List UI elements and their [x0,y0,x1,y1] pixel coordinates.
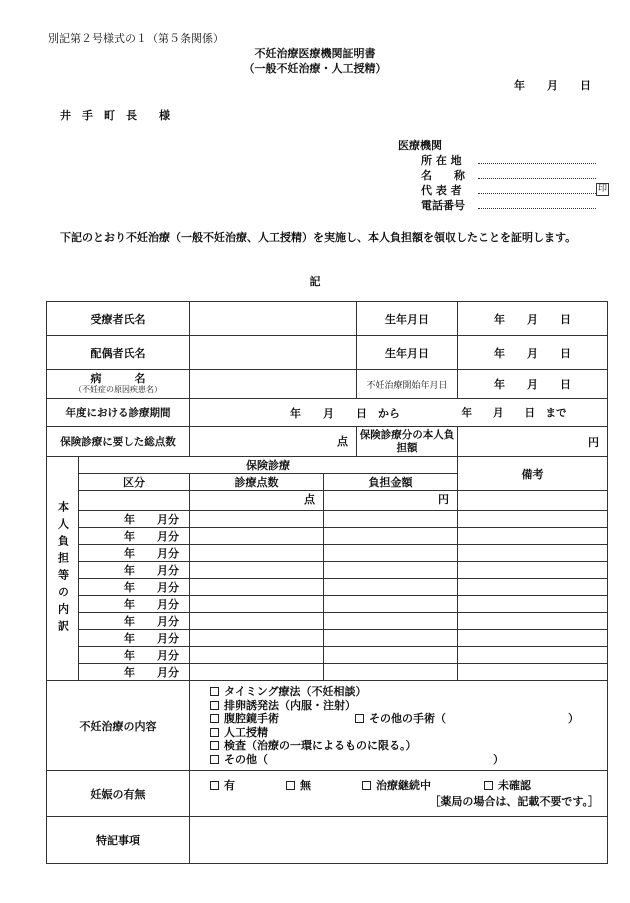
start-date[interactable]: 年 月 日 [458,370,608,399]
checkbox-icon[interactable] [210,687,219,696]
month-row[interactable]: 年 月分 [79,613,190,630]
start-date-label: 不妊治療開始年月日 [356,370,457,398]
points-cell[interactable] [190,647,324,664]
checkbox-icon[interactable] [210,755,219,764]
category-header: 区分 [79,474,190,491]
name-field[interactable] [478,178,596,179]
disease-label: 病 名 [90,372,146,385]
points-cell[interactable] [190,545,324,562]
notes-label: 特記事項 [47,817,190,864]
points-cell[interactable] [190,596,324,613]
period-to[interactable]: 年 月 日 まで [458,399,608,427]
pharmacy-note: ［薬局の場合は、記載不要です。］ [429,795,599,808]
month-row[interactable]: 年 月分 [79,511,190,528]
points-total-label: 保険診療に要した総点数 [47,427,190,457]
month-row[interactable]: 年 月分 [79,596,190,613]
remarks-cell[interactable] [458,664,608,681]
amount-cell[interactable] [324,511,458,528]
amount-cell[interactable] [324,579,458,596]
disease-field[interactable] [190,370,458,399]
notes-field[interactable] [190,817,608,864]
certification-statement: 下記のとおり不妊治療（一般不妊治療、人工授精）を実施し、本人負担額を領収したことを証明します。 [60,231,577,244]
month-row[interactable]: 年 月分 [79,630,190,647]
remarks-cell[interactable] [458,545,608,562]
address-field[interactable] [478,163,596,164]
amount-unit-row: 円 [324,491,458,511]
month-row[interactable]: 年 月分 [79,545,190,562]
spouse-name-label: 配偶者氏名 [47,336,190,370]
month-row[interactable]: 年 月分 [79,528,190,545]
ki-mark: 記 [309,275,321,288]
spouse-birth-label: 生年月日 [356,336,457,369]
checkbox-icon[interactable] [210,714,219,723]
checkbox-icon[interactable] [484,781,493,790]
month-row[interactable]: 年 月分 [79,664,190,681]
month-row[interactable]: 年 月分 [79,562,190,579]
points-cell[interactable] [190,511,324,528]
checkbox-icon[interactable] [362,781,371,790]
patient-birth-date[interactable]: 年 月 日 [458,302,608,336]
remarks-header: 備考 [458,457,608,491]
points-total-field[interactable] [190,427,458,457]
name-label: 名 称 [421,169,465,182]
treatment-option[interactable]: 検査（治療の一環によるものに限る。） [190,739,607,753]
representative-label: 代 表 者 [421,184,462,197]
period-from[interactable]: 年 月 日 から [190,399,458,427]
remarks-cell[interactable] [458,630,608,647]
remarks-cell[interactable] [458,511,608,528]
breakdown-label-cell [47,457,79,681]
points-cell[interactable] [190,664,324,681]
points-cell[interactable] [190,562,324,579]
phone-field[interactable] [478,208,596,209]
issue-date: 年 月 日 [514,79,591,92]
certificate-table [46,301,608,864]
remarks-cell[interactable] [458,579,608,596]
patient-name-label: 受療者氏名 [47,302,190,336]
treatment-option[interactable]: 腹腔鏡手術 その他の手術（ ） [190,712,607,726]
treatment-label: 不妊治療の内容 [47,681,190,771]
document-title: 不妊治療医療機関証明書 [254,47,376,60]
document-subtitle: （一般不妊治療・人工授精） [243,62,387,75]
checkbox-icon[interactable] [210,741,219,750]
remarks-cell[interactable] [458,596,608,613]
burden-amount[interactable]: 円 [458,427,608,457]
pregnancy-continue[interactable]: 治療継続中 [362,777,431,793]
other-surgery-close: ） [568,712,579,725]
pregnancy-options [190,771,608,817]
remarks-cell[interactable] [458,613,608,630]
treatment-option[interactable]: 排卵誘発法（内服・注射） [190,699,607,713]
checkbox-icon[interactable] [210,701,219,710]
amount-cell[interactable] [324,664,458,681]
treatment-option[interactable]: タイミング療法（不妊相談） [190,685,607,699]
treatment-options [190,681,608,771]
disease-sublabel: （不妊症の原因疾患名） [74,385,162,394]
amount-cell[interactable] [324,647,458,664]
amount-cell[interactable] [324,562,458,579]
period-label: 年度における診療期間 [47,399,190,427]
addressee: 井 手 町 長 様 [60,109,170,122]
pregnancy-label: 妊娠の有無 [47,771,190,817]
month-row[interactable]: 年 月分 [79,647,190,664]
pregnancy-yes[interactable]: 有 [210,777,235,793]
representative-field[interactable] [478,193,596,194]
insurance-header: 保険診療 [79,457,458,474]
disease-label-cell [47,370,190,399]
patient-name-field[interactable] [190,302,458,336]
amount-cell[interactable] [324,528,458,545]
points-cell[interactable] [190,630,324,647]
points-cell[interactable] [190,528,324,545]
burden-label: 保険診療分の本人負担額 [356,427,457,456]
other-surgery-option[interactable]: その他の手術（ [355,712,446,726]
points-unit: 点 [337,435,348,448]
seal-mark: 印 [598,184,608,194]
phone-label: 電話番号 [421,199,465,212]
patient-birth-label: 生年月日 [356,302,457,335]
remarks-cell[interactable] [458,528,608,545]
amount-cell[interactable] [324,596,458,613]
pregnancy-no[interactable]: 無 [286,777,311,793]
form-reference: 別記第２号様式の１（第５条関係） [48,32,224,45]
remarks-cell[interactable] [458,562,608,579]
remarks-cell[interactable] [458,491,608,511]
treatment-option[interactable]: 人工授精 [190,726,607,740]
other-close: ） [493,752,504,766]
remarks-cell[interactable] [458,647,608,664]
address-label: 所 在 地 [421,154,462,167]
spouse-name-field[interactable] [190,336,458,370]
points-header: 診療点数 [190,474,324,491]
amount-header: 負担金額 [324,474,458,491]
treatment-option[interactable]: その他（ ） [190,753,607,767]
pregnancy-unknown[interactable]: 未確認 [484,777,531,793]
checkbox-icon[interactable] [210,728,219,737]
amount-cell[interactable] [324,630,458,647]
amount-cell[interactable] [324,613,458,630]
points-cell[interactable] [190,613,324,630]
points-unit-row: 点 [190,491,324,511]
month-row-unit [79,491,190,511]
spouse-birth-date[interactable]: 年 月 日 [458,336,608,370]
amount-cell[interactable] [324,545,458,562]
checkbox-icon[interactable] [355,714,364,723]
month-row[interactable]: 年 月分 [79,579,190,596]
points-cell[interactable] [190,579,324,596]
checkbox-icon[interactable] [286,781,295,790]
checkbox-icon[interactable] [210,781,219,790]
institution-heading: 医療機関 [398,139,442,152]
breakdown-label: 本人負担等の内訳 [56,500,70,637]
